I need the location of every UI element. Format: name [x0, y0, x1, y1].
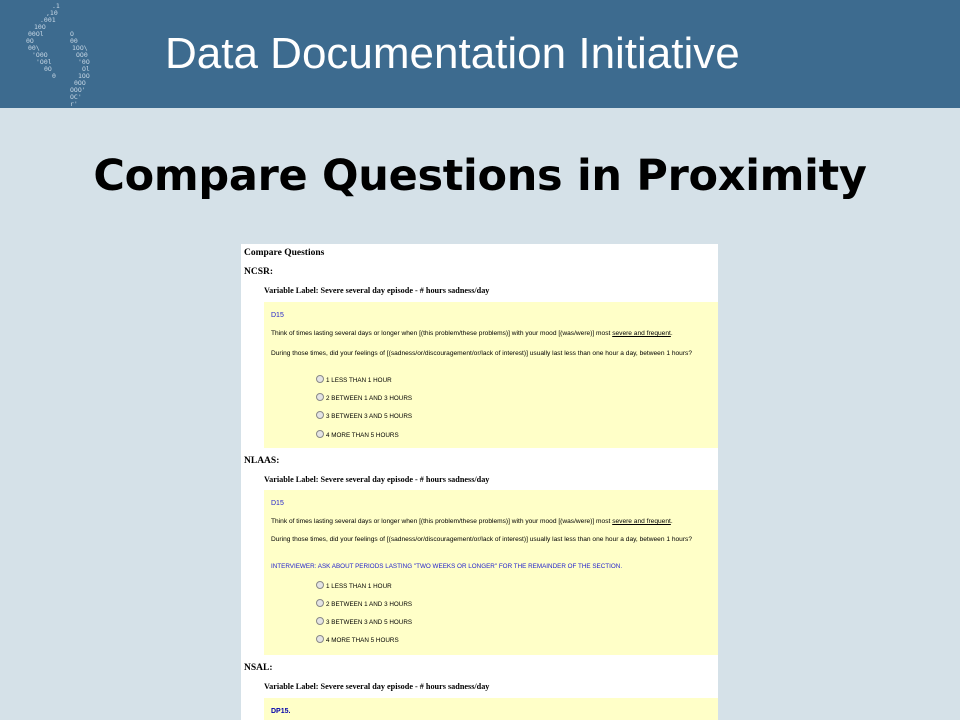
question-box — [264, 490, 718, 655]
svg-text:1OO\: 1OO\ — [72, 44, 88, 52]
question-text: During those times, did your feelings of [(sadness/or/discouragement/or/lack of interest)] usually last less than one hour a day, between 1 hours? — [271, 536, 693, 543]
answer-option-label: 4 MORE THAN 5 HOURS — [326, 637, 399, 644]
radio-button[interactable] — [316, 375, 324, 383]
question-intro-text: Think of times lasting several days or longer when [(this problem/these problems)] with your mood [(was/were)] most — [271, 518, 613, 525]
svg-text:.001: .001 — [40, 16, 56, 24]
svg-text:'0O: '0O — [78, 58, 90, 66]
question-intro — [271, 517, 715, 526]
svg-text:OOO': OOO' — [70, 86, 86, 94]
svg-text:0O: 0O — [44, 65, 52, 73]
svg-text:10O: 10O — [34, 23, 46, 31]
slide-title: Compare Questions in Proximity — [93, 151, 867, 201]
answer-option-label: 1 LESS THAN 1 HOUR — [326, 377, 392, 384]
radio-button[interactable] — [316, 599, 324, 607]
interviewer-instruction: INTERVIEWER: ASK ABOUT PERIODS LASTING "TWO WEEKS OR LONGER" FOR THE REMAINDER OF THE SECTION. — [271, 563, 623, 570]
svg-text:00: 00 — [70, 37, 78, 45]
variable-label: Variable Label: Severe several day episode - # hours sadness/day — [264, 682, 490, 691]
svg-text:'O0l: 'O0l — [36, 58, 52, 66]
radio-button[interactable] — [316, 393, 324, 401]
svg-text:O: O — [70, 30, 74, 38]
ddi-logo-icon — [22, 2, 117, 106]
variable-label: Variable Label: Severe several day episode - # hours sadness/day — [264, 286, 490, 295]
answer-option[interactable] — [316, 375, 392, 385]
radio-button[interactable] — [316, 411, 324, 419]
question-emphasis: severe and frequent — [612, 518, 671, 525]
svg-text:00Ol: 00Ol — [28, 30, 44, 38]
radio-button[interactable] — [316, 635, 324, 643]
svg-text:'O0O: 'O0O — [32, 51, 48, 59]
answer-option[interactable] — [316, 635, 399, 645]
svg-text:0OO: 0OO — [74, 79, 86, 87]
answer-option[interactable] — [316, 581, 392, 591]
question-box — [264, 698, 718, 720]
variable-label: Variable Label: Severe several day episode - # hours sadness/day — [264, 475, 490, 484]
svg-text:.1: .1 — [52, 2, 60, 10]
svg-text:00\: 00\ — [28, 44, 40, 52]
svg-text:0O: 0O — [26, 37, 34, 45]
answer-option-label: 2 BETWEEN 1 AND 3 HOURS — [326, 395, 413, 402]
question-text: During those times, did your feelings of [(sadness/or/discouragement/or/lack of interest)] usually last less than one hour a day, between 1 hours? — [271, 350, 693, 357]
svg-text:Ol: Ol — [82, 65, 90, 73]
document-title: Compare Questions — [244, 248, 325, 258]
question-box — [264, 302, 718, 448]
answer-option-label: 3 BETWEEN 3 AND 5 HOURS — [326, 413, 413, 420]
question-emphasis: severe and frequent — [612, 330, 671, 337]
study-label-nsal: NSAL: — [244, 663, 273, 673]
question-code: DP15. — [271, 708, 291, 715]
question-intro-end: . — [670, 518, 673, 525]
svg-text:OO0: OO0 — [76, 51, 88, 59]
svg-text:0: 0 — [52, 72, 56, 80]
svg-text:r': r' — [70, 100, 78, 106]
svg-text:OC': OC' — [70, 93, 82, 101]
svg-text:1OO: 1OO — [78, 72, 90, 80]
header-title: Data Documentation Initiative — [165, 29, 740, 78]
answer-option[interactable] — [316, 430, 399, 440]
question-intro-text: Think of times lasting several days or longer when [(this problem/these problems)] with your mood [(was/were)] most — [271, 330, 613, 337]
answer-option-label: 4 MORE THAN 5 HOURS — [326, 432, 399, 439]
radio-button[interactable] — [316, 430, 324, 438]
header-bar — [0, 0, 960, 108]
svg-text:,10: ,10 — [46, 9, 58, 17]
radio-button[interactable] — [316, 581, 324, 589]
answer-option[interactable] — [316, 599, 412, 609]
answer-option[interactable] — [316, 393, 412, 403]
study-label-ncsr: NCSR: — [244, 267, 274, 277]
compare-questions-document — [241, 244, 718, 720]
question-intro-end: . — [670, 330, 673, 337]
answer-option-label: 2 BETWEEN 1 AND 3 HOURS — [326, 601, 413, 608]
answer-option-label: 3 BETWEEN 3 AND 5 HOURS — [326, 619, 413, 626]
question-code: D15 — [271, 312, 284, 319]
question-code: D15 — [271, 500, 284, 507]
radio-button[interactable] — [316, 617, 324, 625]
answer-option[interactable] — [316, 617, 412, 627]
study-label-nlaas: NLAAS: — [244, 456, 280, 466]
answer-option-label: 1 LESS THAN 1 HOUR — [326, 583, 392, 590]
answer-option[interactable] — [316, 411, 412, 421]
question-intro — [271, 329, 715, 338]
